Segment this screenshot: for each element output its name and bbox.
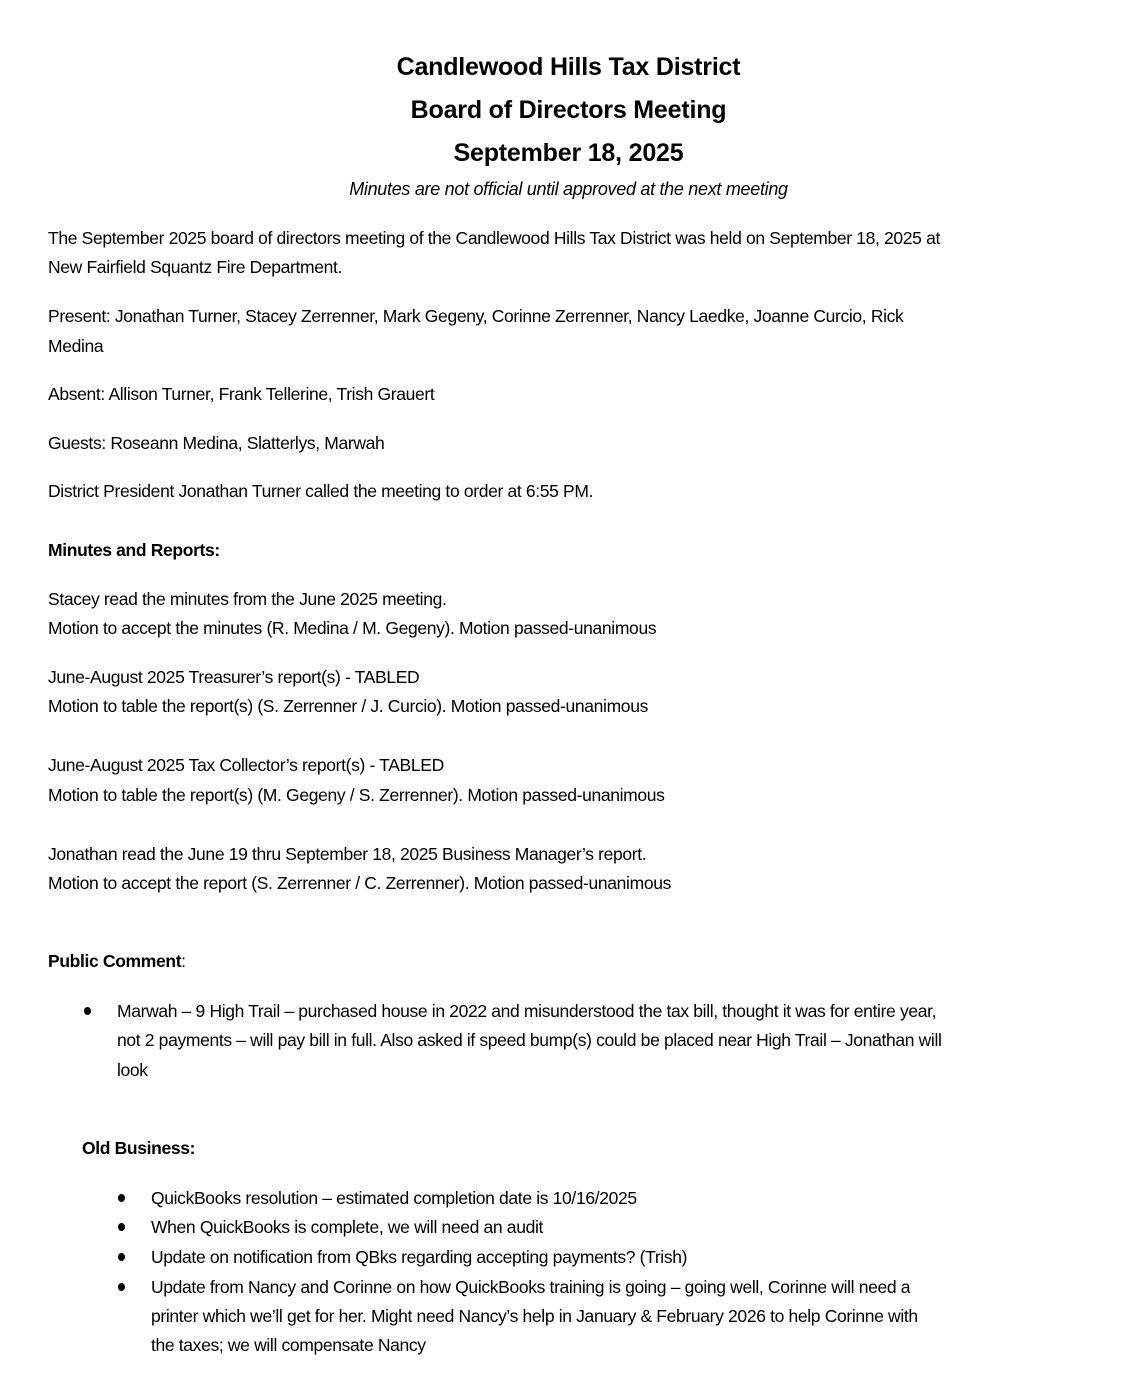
bullet-icon	[118, 1223, 125, 1231]
report-item-line: Jonathan read the June 19 thru September 18, 2025 Business Manager’s report.	[48, 844, 647, 864]
call-to-order-line: District President Jonathan Turner called the meeting to order at 6:55 PM.	[48, 481, 594, 501]
old-business-item: Update on notification from QBks regarding accepting payments? (Trish)	[151, 1247, 688, 1267]
public-comment-heading-colon: :	[181, 951, 186, 971]
minutes-reports-heading: Minutes and Reports:	[48, 540, 220, 560]
public-comment-line: not 2 payments – will pay bill in full. Also asked if speed bump(s) could be placed near High Trail – Jonathan will	[117, 1030, 942, 1050]
report-motion-line: Motion to table the report(s) (S. Zerrenner / J. Curcio). Motion passed-unanimous	[48, 696, 648, 716]
intro-line-2: New Fairfield Squantz Fire Department.	[48, 257, 343, 277]
title-date: September 18, 2025	[453, 139, 684, 167]
absent-line: Absent: Allison Turner, Frank Tellerine, Trish Grauert	[48, 384, 435, 404]
old-business-item: QuickBooks resolution – estimated completion date is 10/16/2025	[151, 1188, 637, 1208]
bullet-icon	[118, 1253, 125, 1261]
title-meeting: Board of Directors Meeting	[410, 96, 727, 124]
old-business-item-continued: the taxes; we will compensate Nancy	[151, 1335, 426, 1355]
guests-line: Guests: Roseann Medina, Slatterlys, Marwah	[48, 433, 385, 453]
present-line-1: Present: Jonathan Turner, Stacey Zerrenner, Mark Gegeny, Corinne Zerrenner, Nancy Laedke, Joanne Curcio, Rick	[48, 306, 904, 326]
public-comment-heading	[48, 950, 186, 972]
bullet-icon	[118, 1283, 125, 1291]
old-business-item: Update from Nancy and Corinne on how QuickBooks training is going – going well, Corinne will need a	[151, 1277, 911, 1297]
report-motion-line: Motion to accept the report (S. Zerrenner / C. Zerrenner). Motion passed-unanimous	[48, 873, 671, 893]
title-district: Candlewood Hills Tax District	[396, 53, 741, 81]
bullet-icon	[84, 1007, 91, 1015]
report-item-line: June-August 2025 Treasurer’s report(s) - TABLED	[48, 667, 420, 687]
public-comment-line: look	[117, 1060, 148, 1080]
report-item-line: Stacey read the minutes from the June 2025 meeting.	[48, 589, 447, 609]
report-motion-line: Motion to table the report(s) (M. Gegeny / S. Zerrenner). Motion passed-unanimous	[48, 785, 665, 805]
old-business-item-continued: printer which we’ll get for her. Might need Nancy’s help in January & February 2026 to help Corinne with	[151, 1306, 918, 1326]
bullet-icon	[118, 1194, 125, 1202]
present-line-2: Medina	[48, 336, 104, 356]
report-motion-line: Motion to accept the minutes (R. Medina / M. Gegeny). Motion passed-unanimous	[48, 618, 657, 638]
intro-line-1: The September 2025 board of directors meeting of the Candlewood Hills Tax District was held on September 18, 2025 at	[48, 228, 940, 248]
public-comment-line: Marwah – 9 High Trail – purchased house in 2022 and misunderstood the tax bill, thought it was for entire year,	[117, 1001, 937, 1021]
public-comment-heading-label: Public Comment	[48, 951, 182, 971]
old-business-heading: Old Business:	[82, 1138, 196, 1158]
report-item-line: June-August 2025 Tax Collector’s report(s) - TABLED	[48, 755, 444, 775]
disclaimer-text: Minutes are not official until approved at the next meeting	[349, 179, 788, 199]
old-business-item: When QuickBooks is complete, we will need an audit	[151, 1217, 544, 1237]
